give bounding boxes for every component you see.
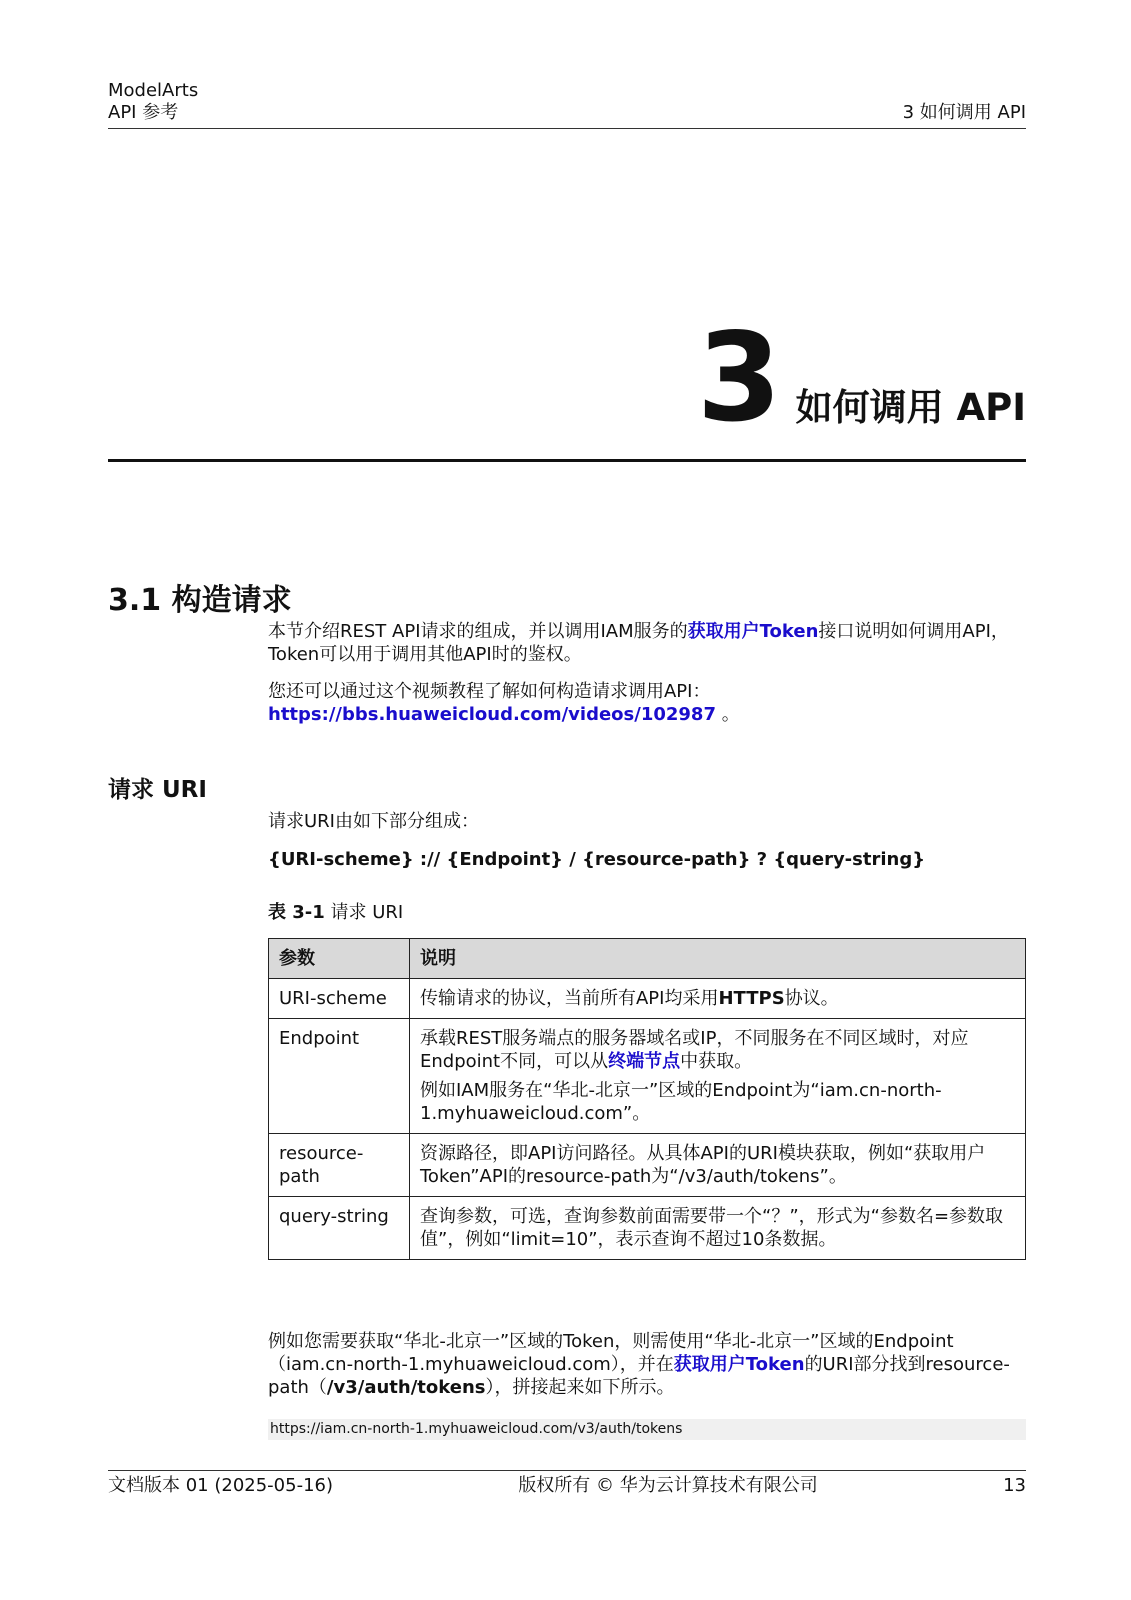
param-cell: URI-scheme — [269, 979, 410, 1019]
param-cell: Endpoint — [269, 1019, 410, 1134]
chapter-title: 如何调用 API — [795, 386, 1026, 429]
uri-desc-text: 请求URI由如下部分组成： — [268, 811, 479, 832]
chapter-heading — [696, 307, 1026, 449]
table-row — [269, 1197, 1026, 1260]
intro-text: 。 — [715, 704, 740, 725]
get-token-link[interactable]: 获取用户Token — [673, 1354, 805, 1375]
endpoint-link[interactable]: 终端节点 — [608, 1051, 681, 1072]
header-doc-title: API 参考 — [108, 102, 179, 123]
code-block: https://iam.cn-north-1.myhuaweicloud.com/v3/auth/tokens — [268, 1419, 1026, 1440]
intro-block — [268, 620, 1026, 726]
intro-paragraph-2 — [268, 680, 1026, 726]
param-cell: resource-path — [269, 1134, 410, 1197]
example-paragraph — [268, 1330, 1026, 1399]
chapter-number: 3 — [696, 307, 782, 449]
desc-bold: HTTPS — [718, 988, 785, 1009]
header-product: ModelArts — [108, 80, 199, 101]
uri-format-block — [268, 848, 1026, 871]
desc-text: 传输请求的协议，当前所有API均采用 — [420, 988, 719, 1009]
footer-version: 文档版本 01 (2025-05-16) — [108, 1475, 333, 1496]
desc-cell — [410, 1019, 1026, 1134]
intro-text: 本节介绍REST API请求的组成，并以调用IAM服务的 — [268, 621, 688, 642]
page-footer — [108, 1474, 1026, 1498]
header-divider — [108, 128, 1026, 129]
desc-text: 中获取。 — [680, 1051, 753, 1072]
desc-cell: 资源路径，即API访问路径。从具体API的URI模块获取，例如“获取用户Token”API的resource-path为“/v3/auth/tokens”。 — [410, 1134, 1026, 1197]
desc-text: 协议。 — [784, 988, 839, 1009]
table-caption-label: 表 3-1 — [268, 902, 325, 923]
table-row — [269, 1019, 1026, 1134]
page-header — [108, 80, 1026, 124]
table-caption-text: 请求 URI — [324, 902, 404, 923]
table-caption — [268, 901, 1026, 924]
footer-divider — [108, 1470, 1026, 1471]
subsection-heading: 请求 URI — [108, 777, 207, 803]
footer-copyright: 版权所有 © 华为云计算技术有限公司 — [518, 1475, 818, 1496]
chapter-divider — [108, 459, 1026, 462]
header-chapter-ref: 3 如何调用 API — [902, 102, 1026, 123]
column-header: 参数 — [269, 939, 410, 979]
uri-table — [268, 938, 1026, 1260]
table-row — [269, 1134, 1026, 1197]
column-header: 说明 — [410, 939, 1026, 979]
example-text: 的URI部分找到resource-path（ — [268, 1354, 1010, 1398]
uri-desc — [268, 810, 1026, 833]
desc-example: 例如IAM服务在“华北-北京一”区域的Endpoint为“iam.cn-north-1.myhuaweicloud.com”。 — [420, 1080, 942, 1124]
table-header-row — [269, 939, 1026, 979]
intro-paragraph-1 — [268, 620, 1026, 666]
table-row — [269, 979, 1026, 1019]
page-number: 13 — [1003, 1475, 1026, 1496]
uri-format: {URI-scheme} :// {Endpoint} / {resource-path} ? {query-string} — [268, 849, 926, 870]
example-text: ），拼接起来如下所示。 — [485, 1377, 675, 1398]
get-token-link[interactable]: 获取用户Token — [687, 621, 819, 642]
desc-text: 承载REST服务端点的服务器域名或IP，不同服务在不同区域时，对应Endpoint不同，可以从 — [420, 1028, 969, 1072]
desc-cell — [410, 979, 1026, 1019]
desc-cell: 查询参数，可选，查询参数前面需要带一个“？”，形式为“参数名=参数取值”，例如“limit=10”，表示查询不超过10条数据。 — [410, 1197, 1026, 1260]
example-text: 例如您需要获取“华北-北京一”区域的Token，则需使用“华北-北京一”区域的Endpoint（iam.cn-north-1.myhuaweicloud.com），并在 — [268, 1331, 954, 1375]
intro-text: 接口说明如何调用API，Token可以用于调用其他API时的鉴权。 — [268, 621, 1009, 665]
example-bold: /v3/auth/tokens — [326, 1377, 486, 1398]
video-link[interactable]: https://bbs.huaweicloud.com/videos/102987 — [268, 704, 716, 725]
intro-text: 您还可以通过这个视频教程了解如何构造请求调用API： — [268, 681, 711, 702]
section-title: 3.1 构造请求 — [108, 583, 292, 618]
param-cell: query-string — [269, 1197, 410, 1260]
